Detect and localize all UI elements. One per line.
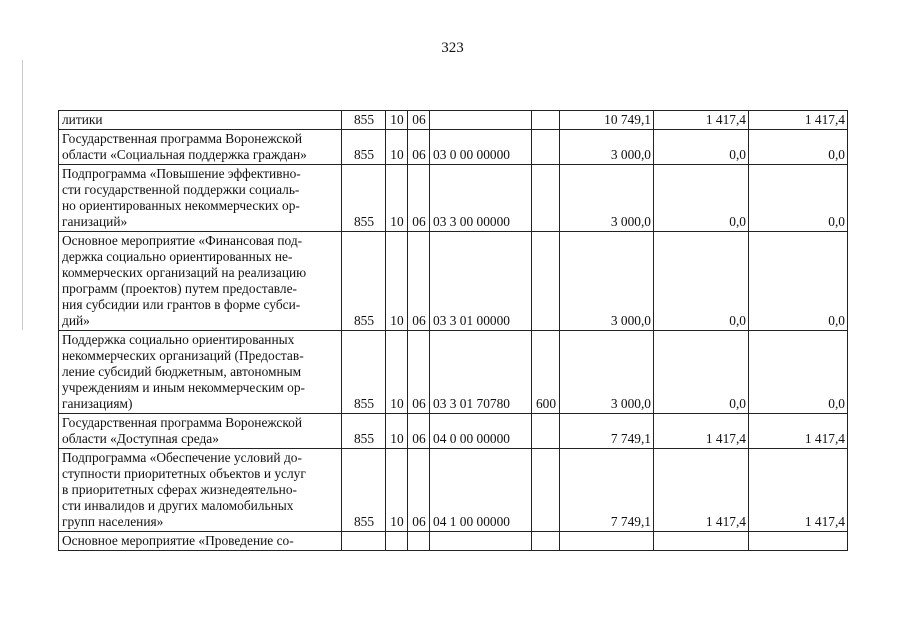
expense-type-code (532, 449, 560, 532)
grbs-code: 855 (342, 111, 386, 130)
amount-year-3 (749, 532, 848, 551)
table-row (59, 414, 848, 449)
target-article-code: 03 3 01 00000 (430, 232, 532, 331)
table-row (59, 232, 848, 331)
row-name: Основное мероприятие «Проведение со- (59, 532, 342, 551)
expense-type-code (532, 130, 560, 165)
amount-year-3: 0,0 (749, 130, 848, 165)
grbs-code: 855 (342, 331, 386, 414)
target-article-code (430, 111, 532, 130)
grbs-code: 855 (342, 449, 386, 532)
page-number: 323 (441, 40, 464, 56)
expense-type-code (532, 414, 560, 449)
amount-year-3: 1 417,4 (749, 111, 848, 130)
row-name: Государственная программа Воронежской области «Социальная поддержка граждан» (59, 130, 342, 165)
subsection-code: 06 (408, 111, 430, 130)
amount-year-1: 7 749,1 (560, 449, 654, 532)
section-code (386, 532, 408, 551)
amount-year-3: 0,0 (749, 165, 848, 232)
section-code: 10 (386, 232, 408, 331)
expense-type-code: 600 (532, 331, 560, 414)
grbs-code: 855 (342, 232, 386, 331)
target-article-code: 03 3 01 70780 (430, 331, 532, 414)
amount-year-2: 1 417,4 (654, 449, 749, 532)
amount-year-2: 0,0 (654, 165, 749, 232)
subsection-code: 06 (408, 449, 430, 532)
section-code: 10 (386, 130, 408, 165)
target-article-code: 03 3 00 00000 (430, 165, 532, 232)
table-row (59, 449, 848, 532)
expense-type-code (532, 232, 560, 331)
amount-year-3: 1 417,4 (749, 414, 848, 449)
row-name: Подпрограмма «Повышение эффективно- сти государственной поддержки социаль- но ориентированных некоммерческих ор- ганизаций» (59, 165, 342, 232)
amount-year-2: 1 417,4 (654, 414, 749, 449)
subsection-code: 06 (408, 331, 430, 414)
table-row (59, 331, 848, 414)
amount-year-1 (560, 532, 654, 551)
section-code: 10 (386, 331, 408, 414)
section-code: 10 (386, 414, 408, 449)
grbs-code: 855 (342, 165, 386, 232)
subsection-code (408, 532, 430, 551)
section-code: 10 (386, 165, 408, 232)
table-row (59, 532, 848, 551)
row-name: литики (59, 111, 342, 130)
grbs-code: 855 (342, 130, 386, 165)
subsection-code: 06 (408, 165, 430, 232)
table-row (59, 130, 848, 165)
target-article-code: 04 1 00 00000 (430, 449, 532, 532)
amount-year-3: 0,0 (749, 232, 848, 331)
row-name: Подпрограмма «Обеспечение условий до- ступности приоритетных объектов и услуг в приоритетных сферах жизнедеятельно- сти инвалидов и других маломобильных групп населения» (59, 449, 342, 532)
amount-year-2: 0,0 (654, 331, 749, 414)
grbs-code: 855 (342, 414, 386, 449)
amount-year-1: 3 000,0 (560, 232, 654, 331)
amount-year-2: 0,0 (654, 232, 749, 331)
amount-year-1: 10 749,1 (560, 111, 654, 130)
subsection-code: 06 (408, 414, 430, 449)
grbs-code (342, 532, 386, 551)
row-name: Основное мероприятие «Финансовая под- держка социально ориентированных не- коммерческих организаций на реализацию программ (проектов) путем предоставле- ния субсидии или грантов в форме субси- дий» (59, 232, 342, 331)
amount-year-1: 3 000,0 (560, 130, 654, 165)
row-name: Поддержка социально ориентированных некоммерческих организаций (Предостав- ление субсидий бюджетным, автономным учреждениям и иным некоммерческим ор- ганизациям) (59, 331, 342, 414)
target-article-code: 03 0 00 00000 (430, 130, 532, 165)
expense-type-code (532, 165, 560, 232)
amount-year-1: 7 749,1 (560, 414, 654, 449)
amount-year-2 (654, 532, 749, 551)
amount-year-3: 1 417,4 (749, 449, 848, 532)
subsection-code: 06 (408, 130, 430, 165)
section-code: 10 (386, 449, 408, 532)
subsection-code: 06 (408, 232, 430, 331)
budget-table (58, 110, 848, 551)
amount-year-2: 1 417,4 (654, 111, 749, 130)
row-name: Государственная программа Воронежской области «Доступная среда» (59, 414, 342, 449)
expense-type-code (532, 532, 560, 551)
target-article-code (430, 532, 532, 551)
target-article-code: 04 0 00 00000 (430, 414, 532, 449)
section-code: 10 (386, 111, 408, 130)
scan-edge-line (22, 60, 23, 330)
table-row (59, 111, 848, 130)
amount-year-2: 0,0 (654, 130, 749, 165)
expense-type-code (532, 111, 560, 130)
amount-year-1: 3 000,0 (560, 331, 654, 414)
amount-year-1: 3 000,0 (560, 165, 654, 232)
amount-year-3: 0,0 (749, 331, 848, 414)
table-row (59, 165, 848, 232)
